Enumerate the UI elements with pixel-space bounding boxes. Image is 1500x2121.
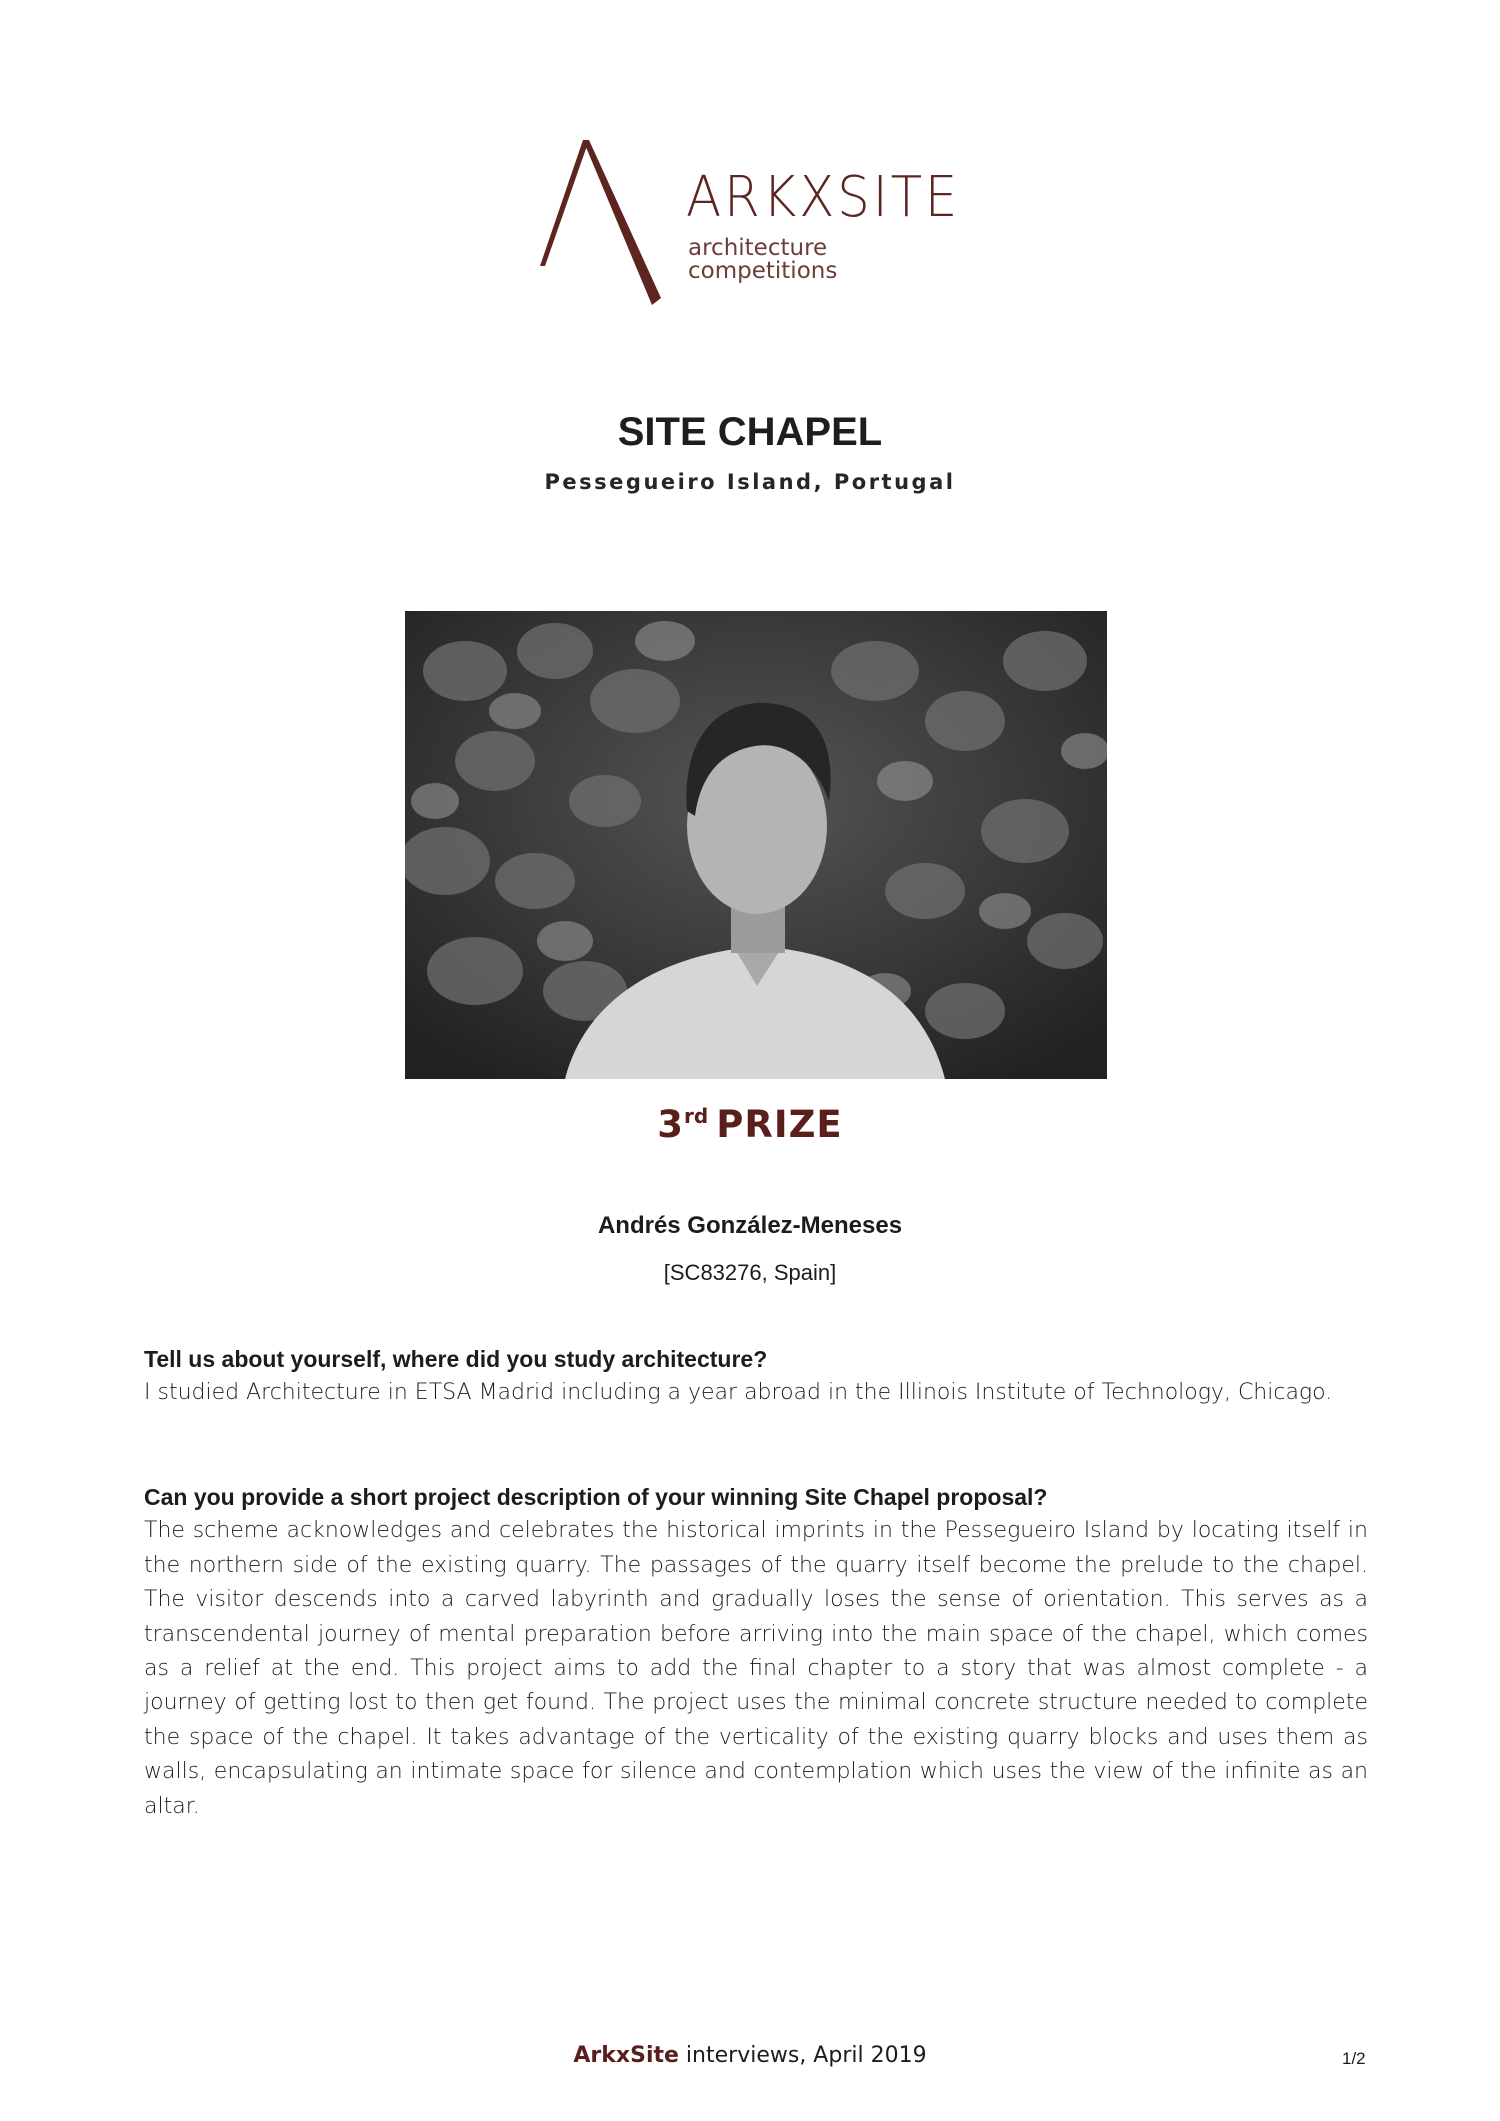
page-number: 1/2 <box>1342 2049 1366 2068</box>
logo-wordmark: ARKXSITE <box>686 165 961 230</box>
interview-item <box>144 1480 1368 1824</box>
arkxsite-logo <box>540 140 980 305</box>
winner-portrait-photo <box>405 611 1107 1079</box>
prize-rank-suffix: rd <box>684 1104 709 1128</box>
prize-label: PRIZE <box>716 1103 843 1146</box>
interview-answer: I studied Architecture in ETSA Madrid including a year abroad in the Illinois Institute of Technology, Chicago. <box>144 1380 1333 1406</box>
logo-tagline: architecture competitions <box>688 235 838 284</box>
footer-text: interviews, April 2019 <box>678 2043 927 2068</box>
prize-rank: 3 <box>657 1103 685 1146</box>
project-location: Pessegueiro Island, Portugal <box>544 470 956 494</box>
interview-question: Can you provide a short project description of your winning Site Chapel proposal? <box>144 1484 1048 1510</box>
footer-brand: ArkxSite <box>573 2043 679 2068</box>
page-footer <box>0 2043 1500 2068</box>
interview-question: Tell us about yourself, where did you study architecture? <box>144 1346 768 1372</box>
page-title: SITE CHAPEL <box>617 410 883 454</box>
winner-code: [SC83276, Spain] <box>663 1260 837 1285</box>
interview-item <box>144 1342 1368 1411</box>
interview-answer: The scheme acknowledges and celebrates the historical imprints in the Pessegueiro Island by locating itself in the northern side of the existing quarry. The passages of the quarry itself become the prelude to the chapel. The visitor descends into a carved labyrinth and gradually loses the sense of orientation. This serves as a transcendental journey of mental preparation before arriving into the main space of the chapel, which comes as a relief at the end. This project aims to add the final chapter to a story that was almost complete - a journey of getting lost to then get found. The project uses the minimal concrete structure needed to complete the space of the chapel. It takes advantage of the verticality of the existing quarry blocks and uses them as walls, encapsulating an intimate space for silence and contemplation which uses the view of the infinite as an altar. <box>144 1518 1368 1819</box>
portrait-illustration <box>405 611 1107 1079</box>
arkxsite-a-mark-icon <box>540 140 665 305</box>
prize-heading <box>0 1103 1500 1146</box>
winner-name: Andrés González-Meneses <box>597 1212 903 1239</box>
